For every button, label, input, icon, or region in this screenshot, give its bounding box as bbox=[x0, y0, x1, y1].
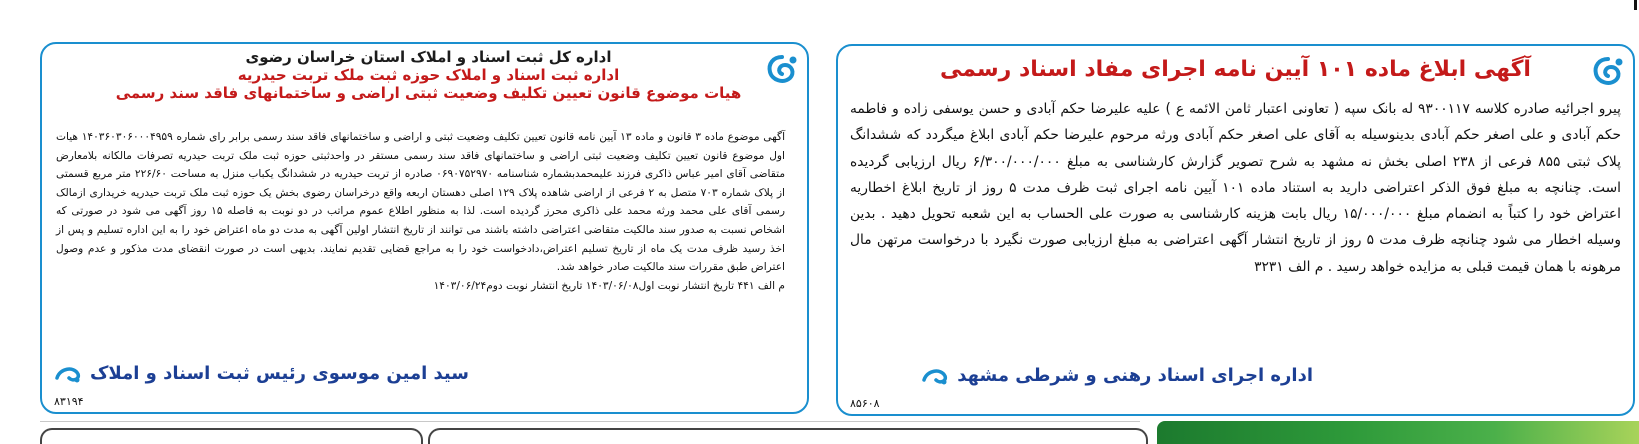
header-line-3: هیات موضوع قانون تعیین تکلیف وضعیت ثبتی اراضی و ساختمانهای فاقد سند رسمی bbox=[115, 84, 742, 102]
notice-registry-status bbox=[40, 42, 809, 414]
notice-body bbox=[850, 96, 1621, 280]
notice-body-text: آگهی موضوع ماده ۳ قانون و ماده ۱۳ آیین نامه قانون تعیین تکلیف وضعیت ثبتی و اراضی و ساختمانهای فاقد سند رسمی برابر رای شماره ۱۴۰۳۶۰۳۰۶۰۰۰۴۹۵۹ هیات اول موضوع قانون تعیین تکلیف وضعیت ثبتی اراضی و ساختمانهای فاقد سند رسمی مستقر در واحدثبتی حوزه ثبت ملک تربت حیدریه تصرفات مالکانه بلامعارض متقاضی آقای امیر عباس ذاکری فرزند علیمحمدبشماره شناسنامه ۰۶۹۰۷۵۲۹۷۰ صادره از تربت حیدریه در ششدانگ یکباب منزل به مساحت ۲۲۶/۶۰ متر مربع قسمتی از پلاک شماره ۷۰۳ متصل به ۲ فرعی از اراضی شاهده پلاک ۱۲۹ اصلی دهستان اربعه واقع درخراسان رضوی بخش یک حوزه ثبت ملک تربت حیدریه خریداری ازمالک رسمی آقای علی محمد ورثه محمد علی ذاکری محرز گردیده است. لذا به منظور اطلاع عموم مراتب در دو نوبت به فاصله ۱۵ روز آگهی می شود در صورتی که اشخاص نسبت به صدور سند مالکیت متقاضی اعتراضی داشته باشند می توانند از تاریخ انتشار اولین آگهی به مدت دو ماه اعتراض خود را به این اداره تسلیم و پس از اخذ رسید ظرف مدت یک ماه از تاریخ تسلیم اعتراض،دادخواست خود را به مراجع قضایی تقدیم نمایند. بدیهی است در صورت انقضای مدت مذکور و عدم وصول اعتراض طبق مقررات سند مالکیت صادر خواهد شد. bbox=[56, 131, 786, 274]
next-ad-frame-center bbox=[428, 428, 1148, 444]
section-divider bbox=[40, 421, 1140, 422]
signature-text: سید امین موسوی رئیس ثبت اسناد و املاک bbox=[90, 363, 469, 384]
swirl-signature-icon bbox=[921, 366, 949, 386]
page-edge-mark bbox=[1634, 0, 1637, 10]
swirl-corner-icon bbox=[765, 54, 799, 88]
notice-article-101 bbox=[836, 44, 1635, 416]
notice-header bbox=[102, 48, 755, 102]
notice-signature bbox=[54, 363, 469, 384]
header-line-1: اداره کل ثبت اسناد و املاک استان خراسان رضوی bbox=[245, 48, 612, 66]
swirl-corner-icon bbox=[1591, 56, 1625, 90]
notice-title: آگهی ابلاغ ماده ۱۰۱ آیین نامه اجرای مفاد اسناد رسمی bbox=[940, 57, 1531, 82]
swirl-signature-icon bbox=[54, 364, 82, 384]
notice-signature bbox=[921, 365, 1313, 386]
notice-code: ۸۳۱۹۴ bbox=[54, 395, 84, 408]
signature-text: اداره اجرای اسناد رهنی و شرطی مشهد bbox=[957, 365, 1313, 386]
notice-code: ۸۵۶۰۸ bbox=[850, 397, 880, 410]
next-ad-frame-left bbox=[40, 428, 423, 444]
notice-body bbox=[56, 128, 785, 295]
header-line-2: اداره ثبت اسناد و املاک حوزه ثبت ملک تربت حیدریه bbox=[237, 66, 620, 84]
notice-body-text: پیرو اجرائیه صادره کلاسه ۹۳۰۰۱۱۷ له بانک سپه ( تعاونی اعتبار ثامن الائمه ع ) علیه علیرضا حکم آبادی و حسن یوسفی زاده و فاطمه حکم آبادی و علی اصغر حکم آبادی بدینوسیله به آقای علی اصغر حکم آبادی ورثه مرحوم علیرضا حکم آبادی ابلاغ میگردد که ششدانگ پلاک ثبتی ۸۵۵ فرعی از ۲۳۸ اصلی بخش نه مشهد به شرح تصویر گزارش کارشناسی به مبلغ ۶/۳۰۰/۰۰۰/۰۰۰ ریال ارزیابی گردیده است. چنانچه به مبلغ فوق الذکر اعتراضی دارید به استناد ماده ۱۰۱ آیین نامه اجرای ثبت ظرف مدت ۵ روز از تاریخ ابلاغ اخطاریه اعتراض خود را کتباً به انضمام مبلغ ۱۵/۰۰۰/۰۰۰ ریال بابت هزینه کارشناسی به صورت علی الحساب به این شعبه تحویل دهید . بدین وسیله اخطار می شود چنانچه ظرف مدت ۵ روز از تاریخ انتشار آگهی اعتراضی به مبلغ ارزیابی صورت نگیرد با درخواست مرتهن مال مرهونه با همان قیمت قبلی به مزایده خواهد رسید . م الف ۳۲۳۱ bbox=[850, 101, 1621, 275]
green-banner-strip bbox=[1157, 421, 1639, 444]
notice-dates: م الف ۴۴۱ تاریخ انتشار نوبت اول۱۴۰۳/۰۶/۰۸ تاریخ انتشار نوبت دوم۱۴۰۳/۰۶/۲۴ bbox=[433, 279, 785, 292]
